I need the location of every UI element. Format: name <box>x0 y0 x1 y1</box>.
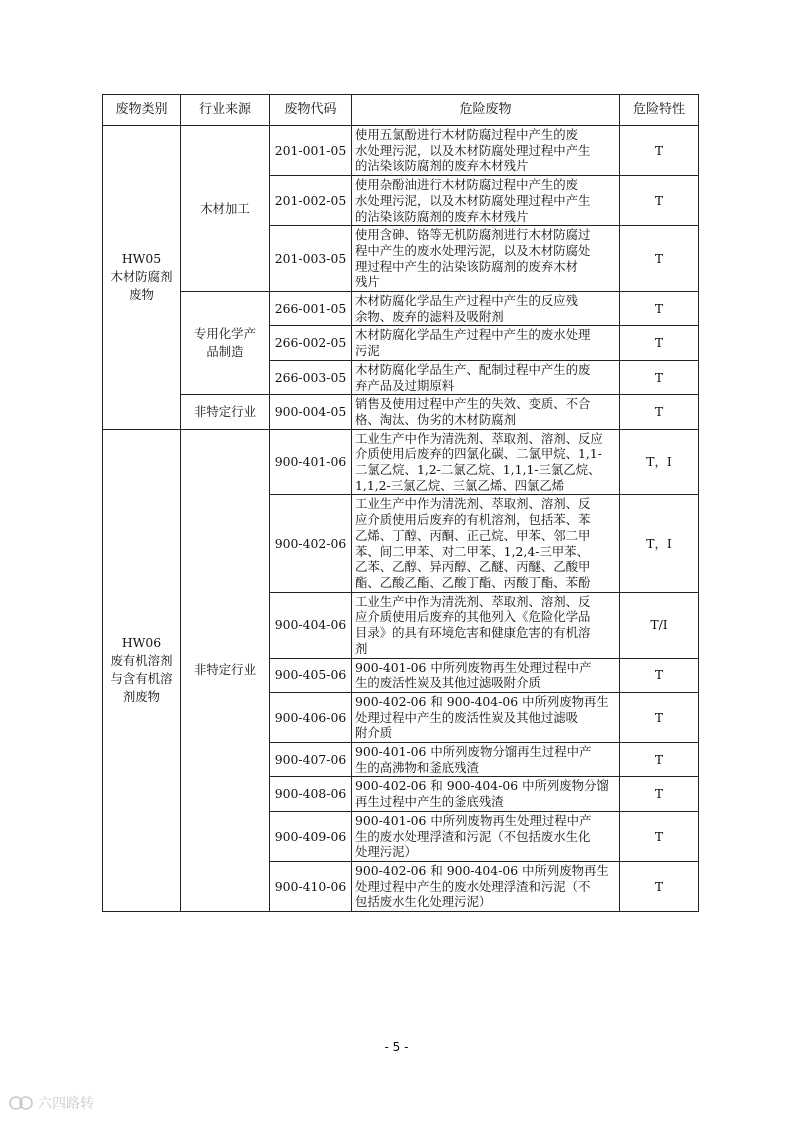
waste-code-cell: 900-407-06 <box>270 743 352 777</box>
hazard-characteristic-cell: T <box>620 226 699 292</box>
description-line: 木材防腐化学品生产过程中产生的废水处理 <box>355 327 591 343</box>
waste-code-cell: 201-003-05 <box>270 226 352 292</box>
description-line: 900-401-06 中所列废物再生处理过程中产 <box>355 812 592 828</box>
category-line: 剂废物 <box>122 689 161 705</box>
hazardous-waste-table <box>102 94 699 912</box>
description-line: 1,1,2-三氯乙烷、三氯乙烯、四氯乙烯 <box>355 477 565 493</box>
hazardous-waste-description-cell <box>352 176 620 226</box>
description-line: 应介质使用后废弃的其他列入《危险化学品 <box>355 609 591 625</box>
description-line: 使用杂酚油进行木材防腐过程中产生的废 <box>355 177 579 193</box>
hazardous-waste-description-cell <box>352 226 620 292</box>
description-line: 900-401-06 中所列废物再生处理过程中产 <box>355 659 592 675</box>
description-line: 二氯乙烷、1,2-二氯乙烷、1,1,1-三氯乙烷、 <box>355 462 601 478</box>
industry-source-cell <box>181 292 270 395</box>
category-line: HW06 <box>121 635 162 651</box>
description-line: 格、淘汰、伪劣的木材防腐剂 <box>355 411 517 427</box>
description-line: 木材防腐化学品生产过程中产生的反应残 <box>355 293 579 309</box>
hazard-characteristic-cell: T <box>620 326 699 360</box>
industry-source-cell <box>181 395 270 429</box>
category-line: 废物 <box>129 287 154 303</box>
description-line: 工业生产中作为清洗剂、萃取剂、溶剂、反 <box>355 593 591 609</box>
hazard-characteristic-cell: T <box>620 743 699 777</box>
description-line: 目录》的具有环境危害和健康危害的有机溶 <box>355 625 591 641</box>
hazardous-waste-description-cell <box>352 126 620 176</box>
description-line: 900-402-06 和 900-404-06 中所列废物再生 <box>355 693 609 709</box>
description-line: 销售及使用过程中产生的失效、变质、不合 <box>355 396 591 412</box>
hazardous-waste-description-cell <box>352 495 620 592</box>
category-line: 木材防腐剂 <box>110 269 173 285</box>
description-line: 900-402-06 和 900-404-06 中所列废物分馏 <box>355 778 609 794</box>
waste-code-cell: 900-408-06 <box>270 777 352 811</box>
hazardous-waste-description-cell <box>352 592 620 658</box>
description-line: 介质使用后废弃的四氯化碳、二氯甲烷、1,1- <box>355 446 602 462</box>
source-line: 木材加工 <box>200 200 250 216</box>
waste-code-cell: 900-406-06 <box>270 692 352 742</box>
category-line: 与含有机溶 <box>110 671 173 687</box>
hazardous-waste-description-cell <box>352 395 620 429</box>
industry-source-cell <box>181 126 270 292</box>
description-line: 工业生产中作为清洗剂、萃取剂、溶剂、反应 <box>355 430 603 446</box>
hazardous-waste-description-cell <box>352 658 620 692</box>
description-line: 水处理污泥，以及木材防腐处理过程中产生 <box>355 142 591 158</box>
table-row <box>103 292 699 326</box>
table-row <box>103 395 699 429</box>
description-line: 生的高沸物和釜底残渣 <box>355 759 479 775</box>
description-line: 剂 <box>355 640 368 656</box>
description-line: 的沾染该防腐剂的废弃木材残片 <box>355 158 529 174</box>
hazard-characteristic-cell: T，I <box>620 495 699 592</box>
header-industry-source: 行业来源 <box>181 95 270 126</box>
description-line: 的沾染该防腐剂的废弃木材残片 <box>355 208 529 224</box>
description-line: 包括废水生化处理污泥） <box>355 894 492 910</box>
watermark <box>8 1093 94 1113</box>
category-line: 废有机溶剂 <box>110 653 173 669</box>
description-line: 处理过程中产生的废活性炭及其他过滤吸 <box>355 709 579 725</box>
waste-code-cell: 201-001-05 <box>270 126 352 176</box>
description-line: 应介质使用后废弃的有机溶剂，包括苯、苯 <box>355 512 591 528</box>
hazardous-waste-description-cell <box>352 429 620 495</box>
hazard-characteristic-cell: T，I <box>620 429 699 495</box>
description-line: 附介质 <box>355 725 393 741</box>
description-line: 处理污泥） <box>355 844 417 860</box>
waste-code-cell: 900-401-06 <box>270 429 352 495</box>
hazard-characteristic-cell: T <box>620 658 699 692</box>
description-line: 水处理污泥，以及木材防腐处理过程中产生 <box>355 192 591 208</box>
header-waste-category: 废物类别 <box>103 95 181 126</box>
hazard-characteristic-cell: T <box>620 861 699 911</box>
hazard-characteristic-cell: T <box>620 692 699 742</box>
description-line: 木材防腐化学品生产、配制过程中产生的废 <box>355 361 591 377</box>
description-line: 弃产品及过期原料 <box>355 377 455 393</box>
table-row <box>103 429 699 495</box>
waste-code-cell: 900-409-06 <box>270 811 352 861</box>
hazard-characteristic-cell: T <box>620 126 699 176</box>
waste-code-cell: 266-003-05 <box>270 360 352 394</box>
page-number: - 5 - <box>384 1040 409 1054</box>
waste-code-cell: 900-402-06 <box>270 495 352 592</box>
hazardous-waste-description-cell <box>352 326 620 360</box>
description-line: 再生过程中产生的釜底残渣 <box>355 794 504 810</box>
waste-category-cell <box>103 126 181 430</box>
header-hazard-characteristic: 危险特性 <box>620 95 699 126</box>
hazard-characteristic-cell: T <box>620 395 699 429</box>
watermark-logo-icon <box>8 1095 34 1111</box>
hazardous-waste-description-cell <box>352 777 620 811</box>
hazard-characteristic-cell: T/I <box>620 592 699 658</box>
description-line: 使用含砷、铬等无机防腐剂进行木材防腐过 <box>355 227 591 243</box>
description-line: 酯、乙酸乙酯、乙酸丁酯、丙酸丁酯、苯酚 <box>355 574 591 590</box>
header-hazardous-waste: 危险废物 <box>352 95 620 126</box>
hazard-characteristic-cell: T <box>620 811 699 861</box>
watermark-text: 六四路转 <box>38 1096 94 1112</box>
description-line: 900-402-06 和 900-404-06 中所列废物再生 <box>355 862 609 878</box>
description-line: 程中产生的废水处理污泥，以及木材防腐处 <box>355 242 591 258</box>
waste-code-cell: 900-410-06 <box>270 861 352 911</box>
description-line: 乙烯、丁醇、丙酮、正己烷、甲苯、邻二甲 <box>355 527 591 543</box>
hazardous-waste-description-cell <box>352 360 620 394</box>
waste-code-cell: 201-002-05 <box>270 176 352 226</box>
hazard-characteristic-cell: T <box>620 176 699 226</box>
source-line: 专用化学产 <box>194 326 256 342</box>
description-line: 理过程中产生的沾染该防腐剂的废弃木材 <box>355 258 579 274</box>
description-line: 污泥 <box>355 343 380 359</box>
waste-code-cell: 266-001-05 <box>270 292 352 326</box>
description-line: 生的废活性炭及其他过滤吸附介质 <box>355 675 541 691</box>
hazard-characteristic-cell: T <box>620 360 699 394</box>
table-body <box>103 126 699 912</box>
waste-category-cell <box>103 429 181 911</box>
description-line: 900-401-06 中所列废物分馏再生过程中产 <box>355 744 592 760</box>
description-line: 生的废水处理浮渣和污泥（不包括废水生化 <box>355 828 591 844</box>
table-header-row <box>103 95 699 126</box>
description-line: 苯、间二甲苯、对二甲苯、1,2,4-三甲苯、 <box>355 543 589 559</box>
source-line: 品制造 <box>206 344 244 360</box>
source-line: 非特定行业 <box>194 403 256 419</box>
description-line: 残片 <box>355 274 380 290</box>
category-line: HW05 <box>121 251 162 267</box>
source-line: 非特定行业 <box>194 662 256 678</box>
waste-code-cell: 900-404-06 <box>270 592 352 658</box>
hazardous-waste-description-cell <box>352 292 620 326</box>
description-line: 乙苯、乙醇、异丙醇、乙醚、丙醚、乙酸甲 <box>355 559 591 575</box>
industry-source-cell <box>181 429 270 911</box>
description-line: 处理过程中产生的废水处理浮渣和污泥（不 <box>355 878 591 894</box>
hazardous-waste-description-cell <box>352 743 620 777</box>
waste-code-cell: 900-004-05 <box>270 395 352 429</box>
header-waste-code: 废物代码 <box>270 95 352 126</box>
hazardous-waste-description-cell <box>352 861 620 911</box>
hazard-characteristic-cell: T <box>620 777 699 811</box>
waste-code-cell: 266-002-05 <box>270 326 352 360</box>
waste-code-cell: 900-405-06 <box>270 658 352 692</box>
hazardous-waste-description-cell <box>352 692 620 742</box>
description-line: 工业生产中作为清洗剂、萃取剂、溶剂、反 <box>355 496 591 512</box>
hazard-characteristic-cell: T <box>620 292 699 326</box>
description-line: 使用五氯酚进行木材防腐过程中产生的废 <box>355 127 579 142</box>
table-row <box>103 126 699 176</box>
hazardous-waste-description-cell <box>352 811 620 861</box>
description-line: 余物、废弃的滤料及吸附剂 <box>355 308 504 324</box>
